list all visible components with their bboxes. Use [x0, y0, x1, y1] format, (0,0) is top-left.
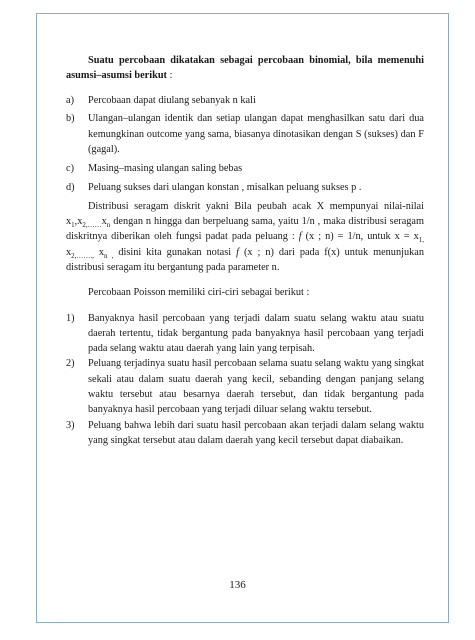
function-symbol: f	[236, 246, 239, 258]
subscript: 2,……	[82, 221, 102, 230]
list-item	[66, 111, 424, 157]
text-run: x	[93, 246, 105, 258]
text-run: (x ; n) = 1/n, untuk x = x	[301, 231, 419, 243]
text-run: ,x	[74, 216, 83, 228]
list-item	[66, 161, 424, 176]
list-item-text: Percobaan dapat diulang sebanyak n kali	[88, 94, 256, 106]
poisson-intro: Percobaan Poisson memiliki ciri-ciri sebagai berikut :	[88, 287, 310, 299]
subscript: 2,…….,	[71, 251, 94, 260]
subscript: n ,	[104, 251, 114, 260]
subscript: 1	[71, 221, 75, 230]
page-number: 136	[229, 579, 246, 591]
poisson-properties-list	[66, 311, 424, 449]
list-item	[66, 418, 424, 449]
text-run: dengan n hingga dan berpeluang sama, yaitu 1/n , maka distribusi seragam diskritnya diberikan oleh fungsi padat pada peluang :	[66, 216, 424, 243]
list-marker: d)	[66, 181, 75, 193]
subscript: n	[106, 221, 111, 230]
list-item-text: Peluang bahwa lebih dari suatu hasil percobaan akan terjadi dalam selang waktu yang singkat tersebut atau dalam daerah yang kecil tersebut dapat diabaikan.	[88, 419, 424, 446]
list-item-text: Peluang terjadinya suatu hasil percobaan selama suatu selang waktu yang singkat sekali atau dalam suatu daerah yang kecil, sebanding dengan panjang selang waktu tersebut atau besarnya daerah tersebut, dan tidak bergantung pada banyaknya hasil percobaan yang terjadi diluar selang waktu tersebut.	[88, 358, 424, 416]
list-item	[66, 93, 424, 108]
binomial-assumptions-list	[66, 93, 424, 196]
text-run: disini kita gunakan notasi	[113, 246, 237, 258]
text-run: x	[66, 246, 72, 258]
list-item	[66, 180, 424, 195]
subscript: 1,	[418, 236, 425, 245]
list-item	[66, 356, 424, 417]
list-marker: 1)	[66, 312, 75, 324]
binomial-intro-text: Suatu percobaan dikatakan sebagai percobaan binomial, bila memenuhi asumsi–asumsi berikut	[66, 55, 424, 82]
list-marker: b)	[66, 113, 75, 125]
list-marker: 2)	[66, 358, 75, 370]
binomial-intro	[66, 53, 424, 84]
list-item	[66, 311, 424, 357]
uniform-distribution-paragraph	[66, 199, 424, 275]
list-marker: 3)	[66, 419, 75, 431]
page-content	[66, 53, 424, 448]
text-run: x	[101, 216, 107, 228]
text-run: Distribusi seragam diskrit yakni Bila peubah acak X mempunyai nilai-nilai x	[66, 200, 424, 228]
list-item-text: Peluang sukses dari ulangan konstan , misalkan peluang sukses p .	[88, 181, 362, 193]
list-marker: c)	[66, 162, 74, 174]
list-item-text: Banyaknya hasil percobaan yang terjadi dalam suatu selang waktu atau suatu daerah tertentu, tidak bergantung pada banyaknya hasil percobaan yang terjadi pada selang waktu atau daerah yang lain yang terpisah.	[88, 312, 424, 355]
binomial-intro-colon: :	[167, 70, 173, 82]
list-item-text: Masing–masing ulangan saling bebas	[88, 162, 243, 174]
list-item-text: Ulangan–ulangan identik dan setiap ulangan dapat menghasilkan satu dari dua kemungkinan outcome yang sama, biasanya dinotasikan dengan S (sukses) dan F (gagal).	[88, 113, 424, 156]
function-symbol: f	[298, 231, 302, 243]
list-marker: a)	[66, 94, 74, 106]
text-run: (x ; n) dari pada f(x) untuk menunjukan distribusi seragam itu bergantung pada parameter n.	[66, 246, 424, 273]
